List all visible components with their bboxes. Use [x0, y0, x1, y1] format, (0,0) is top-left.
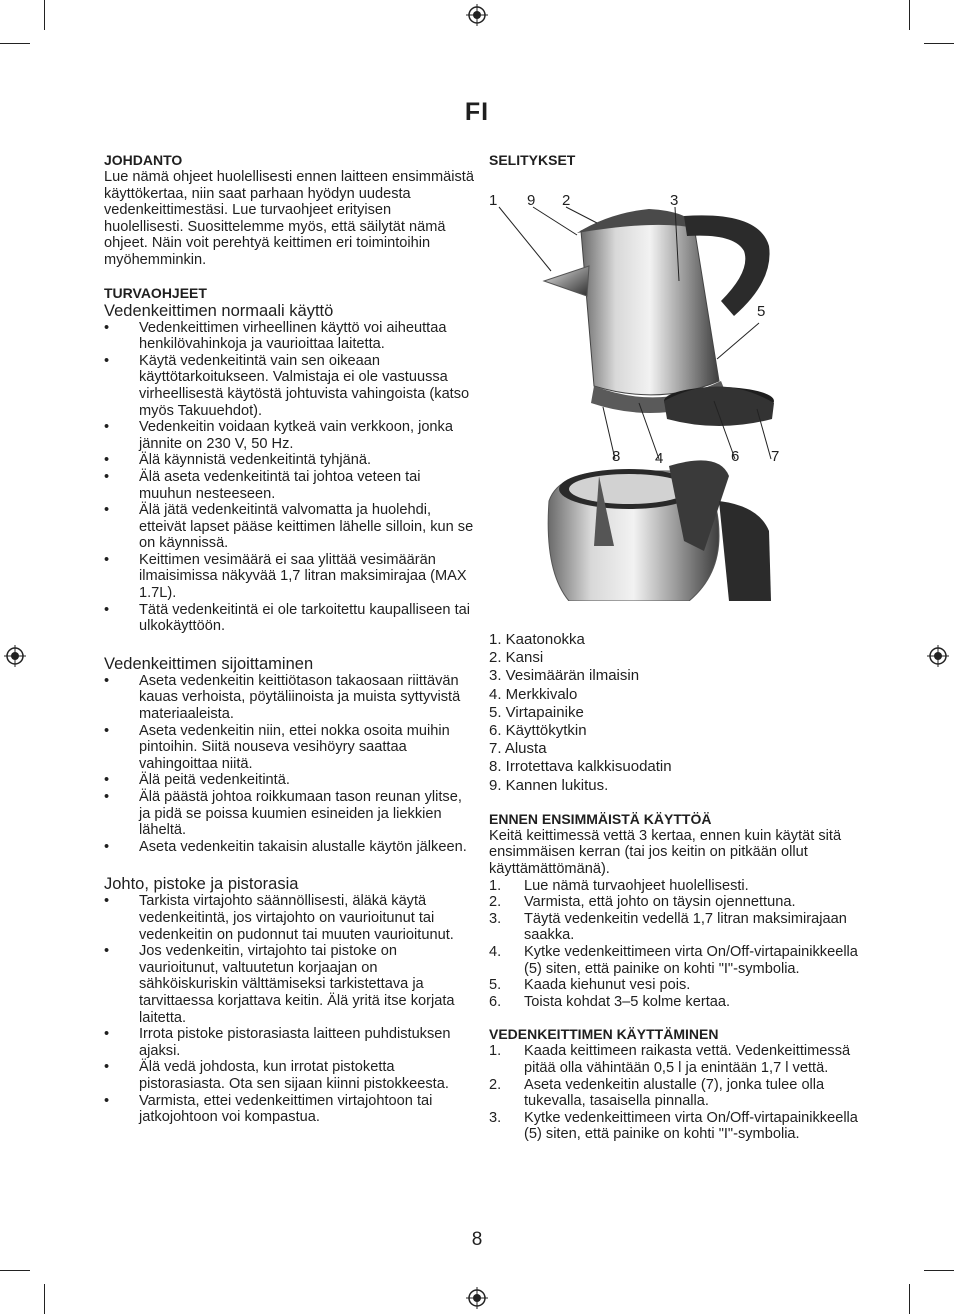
placement-title: Vedenkeittimen sijoittaminen	[104, 654, 314, 673]
right-column	[489, 152, 859, 1143]
registration-mark-icon	[466, 4, 488, 26]
before-first-use-heading: ENNEN ENSIMMÄISTÄ KÄYTTÖÄ	[489, 810, 712, 827]
legend-item: 2. Kansi	[489, 649, 544, 667]
registration-mark-icon	[927, 645, 949, 667]
safety-heading: TURVAOHJEET	[104, 284, 207, 301]
callout-label: 3	[670, 192, 679, 209]
list-item: • Varmista, ettei vedenkeittimen virtajohtoon tai jatkojohtoon voi kompastua.	[104, 1092, 433, 1126]
intro-text: Lue nämä ohjeet huolellisesti ennen laitteen ensimmäistä käyttökertaa, niin saat parhaan hyödyn uudesta vedenkeittimestäsi. Lue turvaohjeet erityisen huolellisesti. Suosittelemme myös, että säilytät nämä ohjeet. Näin voit perehtyä keittimen eri toimintoihin myöhemminkin.	[104, 169, 474, 268]
callout-label: 7	[771, 448, 780, 465]
list-item: • Aseta vedenkeitin takaisin alustalle käytön jälkeen.	[104, 838, 467, 855]
legend-item: 9. Kannen lukitus.	[489, 776, 609, 794]
list-item: • Tätä vedenkeitintä ei ole tarkoitettu kaupalliseen tai ulkokäyttöön.	[104, 601, 470, 635]
list-item: • Vedenkeitin voidaan kytkeä vain verkkoon, jonka jännite on 230 V, 50 Hz.	[104, 419, 453, 452]
normal-use-list	[104, 320, 474, 635]
crop-mark	[44, 0, 45, 30]
crop-mark	[0, 1270, 30, 1271]
crop-mark	[44, 1284, 45, 1314]
placement-list	[104, 673, 474, 856]
callout-label: 5	[757, 303, 766, 320]
kettle-figure	[489, 171, 859, 601]
parts-legend	[489, 631, 859, 795]
legend-item: 7. Alusta	[489, 740, 547, 758]
kettle-use-steps	[489, 1043, 859, 1143]
list-item: • Käytä vedenkeitintä vain sen oikeaan käyttötarkoitukseen. Valmistaja ei ole vastuussa virheellisestä käytöstä johtuvista vahingoista (katso myös Takuuehdot).	[104, 352, 470, 419]
list-item: • Irrota pistoke pistorasiasta laitteen puhdistuksen ajaksi.	[104, 1026, 451, 1059]
cord-list	[104, 893, 474, 1125]
callout-label: 9	[527, 192, 536, 209]
list-item: • Keittimen vesimäärä ei saa ylittää vesimäärän ilmaisimissa näkyvää 1,7 litran maksimirajaa (MAX 1.7L).	[104, 551, 467, 602]
list-item: • Älä peitä vedenkeitintä.	[104, 772, 290, 789]
list-item: • Jos vedenkeitin, virtajohto tai pistoke on vaurioitunut, valtuutetun korjaajan on sähköiskuriskin välttämiseksi tarkistettava ja tarvittaessa korjattava keitin. Älä yritä itse korjata laitetta.	[104, 943, 455, 1026]
step-item: 1. Lue nämä turvaohjeet huolellisesti.	[489, 877, 749, 894]
intro-heading: JOHDANTO	[104, 152, 183, 168]
before-first-use-steps	[489, 878, 859, 1011]
legend-item: 6. Käyttökytkin	[489, 722, 587, 740]
crop-mark	[0, 43, 30, 44]
callout-label: 8	[612, 448, 621, 465]
list-item: • Älä jätä vedenkeitintä valvomatta ja huolehdi, etteivät lapset pääse keittimen lähelle silloin, kun se on käynnissä.	[104, 502, 474, 552]
legend-item: 1. Kaatonokka	[489, 631, 585, 648]
step-item: 6. Toista kohdat 3–5 kolme kertaa.	[489, 993, 731, 1010]
list-item: • Älä käynnistä vedenkeitintä tyhjänä.	[104, 452, 372, 469]
crop-mark	[909, 1284, 910, 1314]
kettle-illustration	[489, 171, 859, 601]
before-first-use-text: Keitä keittimessä vettä 3 kertaa, ennen kuin käytät sitä ensimmäisen kerran (tai jos keitin on pitkään ollut käyttämättömänä).	[489, 827, 842, 878]
crop-mark	[924, 1270, 954, 1271]
legend-item: 5. Virtapainike	[489, 703, 584, 721]
crop-mark	[924, 43, 954, 44]
kettle-use-heading: VEDENKEITTIMEN KÄYTTÄMINEN	[489, 1026, 719, 1043]
cord-title: Johto, pistoke ja pistorasia	[104, 875, 299, 894]
normal-use-title: Vedenkeittimen normaali käyttö	[104, 301, 334, 320]
registration-mark-icon	[466, 1287, 488, 1309]
callout-label: 2	[562, 192, 571, 209]
step-item: 2. Varmista, että johto on täysin ojennettuna.	[489, 894, 796, 911]
kettle-open	[548, 460, 771, 601]
crop-mark	[909, 0, 910, 30]
page-number: 8	[471, 1229, 483, 1250]
kettle-closed	[544, 209, 774, 426]
list-item: • Älä vedä johdosta, kun irrotat pistoketta pistorasiasta. Ota sen sijaan kiinni pistokkeesta.	[104, 1059, 449, 1092]
left-column	[104, 152, 474, 1126]
list-item: • Tarkista virtajohto säännöllisesti, äläkä käytä vedenkeitintä, jos virtajohto on vaurioitunut tai vedenkeitin on pudonnut tai muuten vaurioitunut.	[104, 893, 454, 943]
legend-item: 8. Irrotettava kalkkisuodatin	[489, 758, 672, 776]
list-item: • Vedenkeittimen virheellinen käyttö voi aiheuttaa henkilövahinkoja ja vaurioittaa laitetta.	[104, 319, 447, 353]
language-code: FI	[464, 98, 490, 126]
callout-label: 1	[489, 192, 498, 209]
callout-label: 4	[655, 450, 664, 467]
registration-mark-icon	[4, 645, 26, 667]
list-item: • Aseta vedenkeitin keittiötason takaosaan riittävän kauas verhoista, pöytäliinoista ja muista syttyvistä materiaaleista.	[104, 672, 461, 723]
legend-item: 3. Vesimäärän ilmaisin	[489, 667, 640, 685]
step-item: 1. Kaada keittimeen raikasta vettä. Vedenkeittimessä pitää olla vähintään 0,5 l ja enintään 1,7 l vettä.	[489, 1043, 851, 1076]
step-item: 3. Kytke vedenkeittimeen virta On/Off-virtapainikkeella (5) siten, että painike on kohti "I"-symbolia.	[489, 1109, 858, 1143]
legend-item: 4. Merkkivalo	[489, 685, 578, 703]
callout-label: 6	[731, 448, 740, 465]
list-item: • Älä aseta vedenkeitintä tai johtoa veteen tai muuhun nesteeseen.	[104, 468, 421, 502]
step-item: 4. Kytke vedenkeittimeen virta On/Off-virtapainikkeella (5) siten, että painike on kohti "I"-symbolia.	[489, 943, 858, 977]
legend-heading: SELITYKSET	[489, 152, 576, 168]
step-item: 3. Täytä vedenkeitin vedellä 1,7 litran maksimirajaan saakka.	[489, 910, 847, 944]
list-item: • Aseta vedenkeitin niin, ettei nokka osoita muihin pintoihin. Siitä nouseva vesihöyry saattaa vahingoittaa niitä.	[104, 722, 450, 772]
step-item: 5. Kaada kiehunut vesi pois.	[489, 977, 691, 994]
step-item: 2. Aseta vedenkeitin alustalle (7), jonka tulee olla tukevalla, tasaisella pinnalla.	[489, 1076, 825, 1110]
list-item: • Älä päästä johtoa roikkumaan tason reunan ylitse, ja pidä se poissa kuumien esineiden ja liekkien läheltä.	[104, 789, 462, 839]
